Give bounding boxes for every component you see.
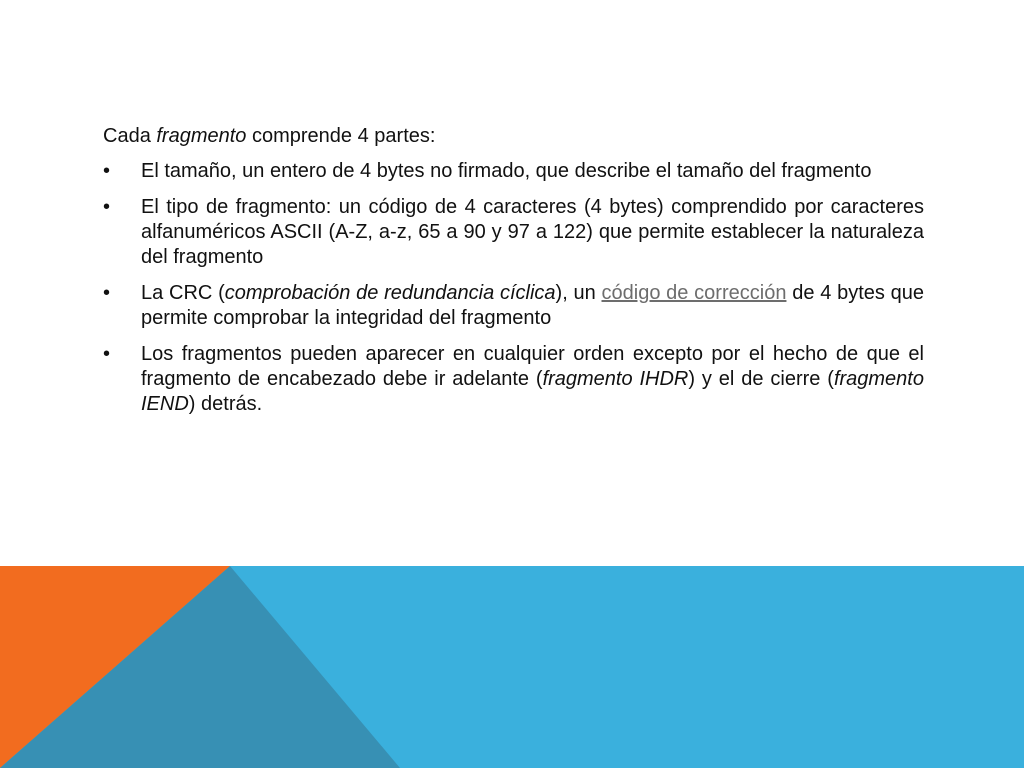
- footer-shapes: [0, 566, 1024, 768]
- bullet-emphasis: comprobación de redundancia cíclica: [224, 282, 556, 304]
- bullet-glyph: •: [103, 196, 111, 218]
- bullet-item-crc: [103, 281, 924, 331]
- intro-pre: Cada: [103, 125, 157, 147]
- bullet-text-pre: La CRC (: [141, 282, 225, 304]
- correction-code-link[interactable]: código de corrección: [601, 282, 787, 304]
- bullet-item-order: [103, 342, 924, 417]
- decorative-footer: [0, 566, 1024, 768]
- bullet-item-size: [103, 159, 924, 184]
- bullet-emphasis-ihdr: fragmento IHDR: [542, 368, 689, 390]
- slide-body: [103, 124, 924, 428]
- intro-emphasis: fragmento: [156, 125, 247, 147]
- bullet-text-pre: Los fragmentos pueden aparecer en cualquier orden excepto por el hecho de que el fragmento de encabezado debe ir adelante (: [141, 343, 924, 390]
- intro-line: [103, 124, 924, 149]
- bullet-text-mid: ), un: [555, 282, 602, 304]
- bullet-glyph: •: [103, 343, 111, 365]
- bullet-text-post: ) detrás.: [188, 393, 263, 415]
- bullet-list: [103, 159, 924, 417]
- bullet-item-type: [103, 195, 924, 270]
- bullet-glyph: •: [103, 160, 111, 182]
- bullet-text: El tamaño, un entero de 4 bytes no firmado, que describe el tamaño del fragmento: [141, 160, 872, 182]
- bullet-glyph: •: [103, 282, 111, 304]
- bullet-text: El tipo de fragmento: un código de 4 caracteres (4 bytes) comprendido por caracteres alfanuméricos ASCII (A-Z, a-z, 65 a 90 y 97 a 122) que permite establecer la naturaleza del fragmento: [141, 196, 924, 268]
- intro-post: comprende 4 partes:: [246, 125, 436, 147]
- bullet-text-mid: ) y el de cierre (: [688, 368, 834, 390]
- bullet-emphasis-iend: fragmento IEND: [141, 368, 924, 415]
- bullet-text-post: de 4 bytes que permite comprobar la integridad del fragmento: [141, 282, 924, 329]
